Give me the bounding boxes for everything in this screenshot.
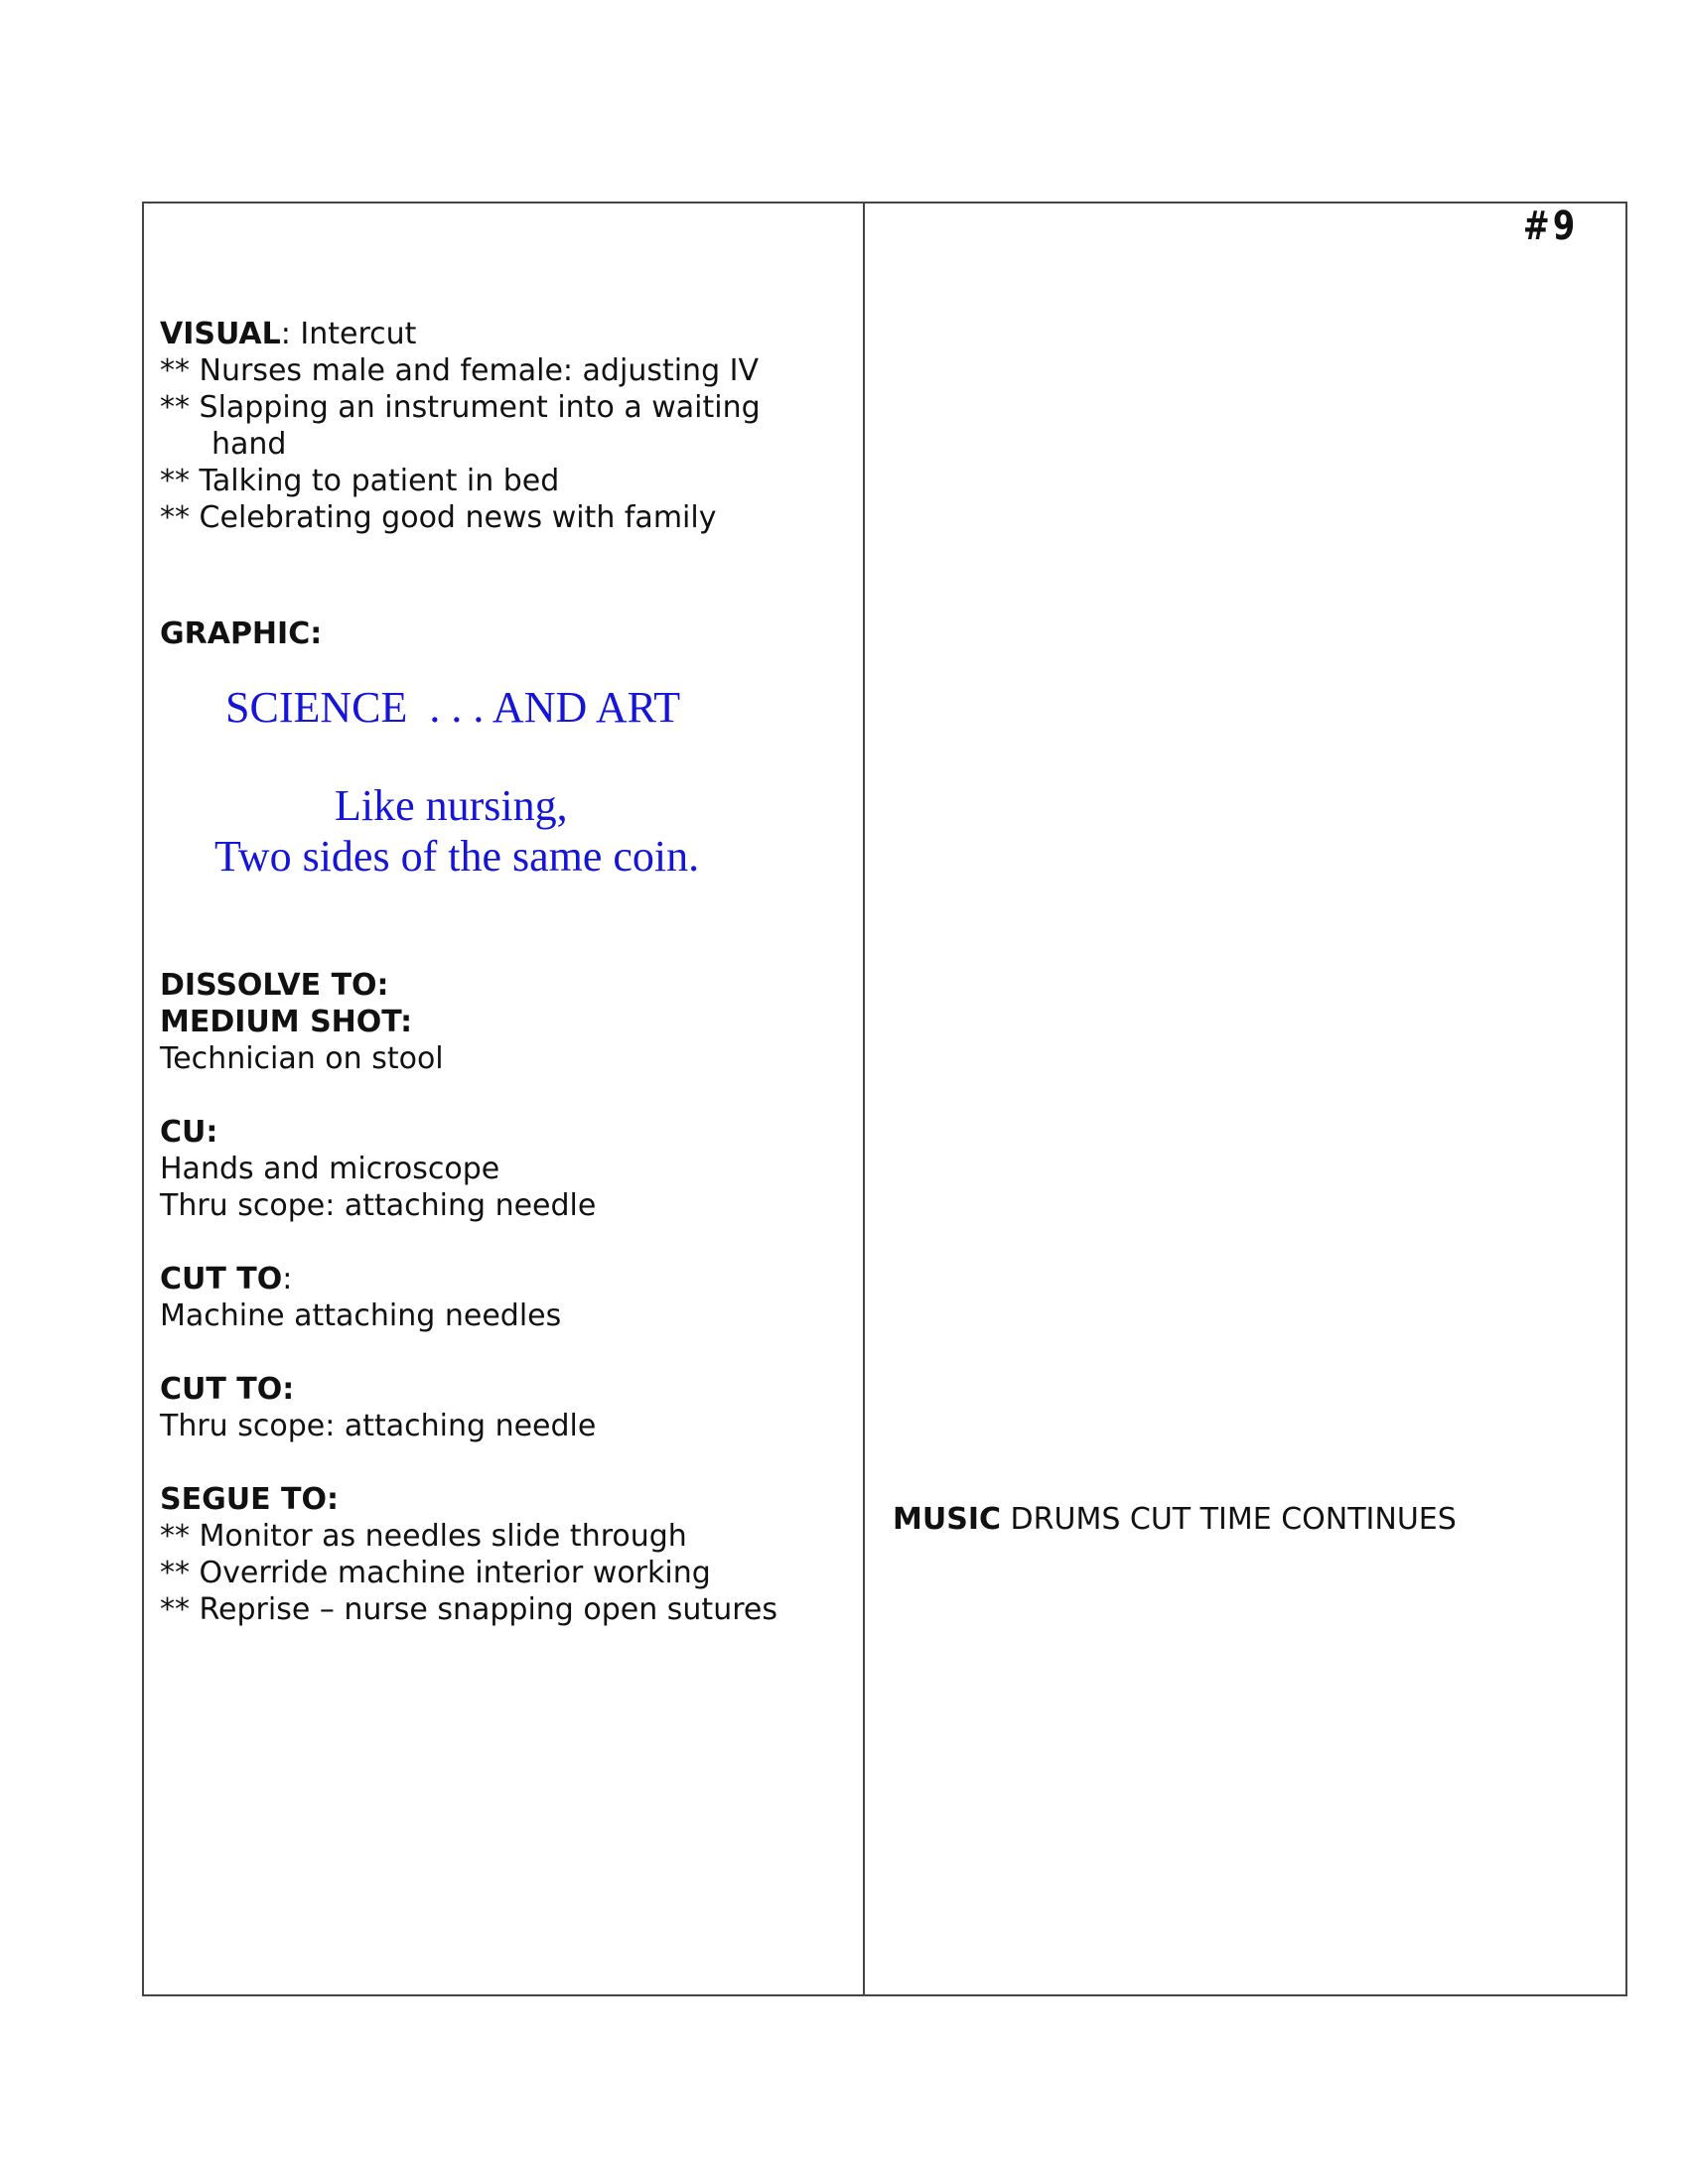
cu-line: Thru scope: attaching needle [160, 1188, 597, 1223]
dissolve-text: Technician on stool [160, 1041, 444, 1076]
cut-to-label: CUT TO: [160, 1372, 295, 1407]
cu-line: Hands and microscope [160, 1152, 500, 1186]
segue-label: SEGUE TO: [160, 1482, 339, 1517]
cut-to-colon: : [282, 1262, 293, 1297]
cut-to-text: Thru scope: attaching needle [160, 1409, 597, 1443]
graphic-block [160, 615, 855, 882]
visual-item: ** Celebrating good news with family [160, 500, 717, 535]
cu-block [160, 1114, 855, 1224]
visual-item: ** Nurses male and female: adjusting IV [160, 353, 760, 388]
cu-label: CU: [160, 1115, 218, 1150]
visual-label: VISUAL [160, 317, 281, 351]
medium-shot-label: MEDIUM SHOT: [160, 1005, 413, 1039]
cut-to-text: Machine attaching needles [160, 1298, 562, 1333]
script-table [142, 202, 1627, 1996]
video-column [160, 316, 855, 1628]
dissolve-label: DISSOLVE TO: [160, 968, 389, 1003]
graphic-text [160, 682, 855, 882]
segue-item: ** Override machine interior working [160, 1556, 711, 1590]
visual-item: ** Talking to patient in bed [160, 464, 560, 498]
visual-item: ** Slapping an instrument into a waiting [160, 390, 761, 425]
cut-to-label: CUT TO [160, 1262, 283, 1297]
segue-item: ** Reprise – nurse snapping open sutures [160, 1592, 777, 1627]
music-text: DRUMS CUT TIME CONTINUES [1001, 1502, 1457, 1537]
graphic-label: GRAPHIC: [160, 616, 323, 651]
graphic-line-1: SCIENCE . . . AND ART [225, 683, 681, 732]
segue-block [160, 1481, 855, 1628]
graphic-line-3: Two sides of the same coin. [214, 832, 700, 881]
visual-item: hand [211, 427, 287, 462]
audio-column [879, 204, 1614, 1994]
music-cue [893, 1501, 1457, 1538]
cut-to-block-2 [160, 1371, 855, 1444]
cut-to-block-1 [160, 1261, 855, 1334]
page-number: #9 [1522, 204, 1578, 249]
music-label: MUSIC [893, 1502, 1001, 1537]
visual-value: : Intercut [280, 317, 417, 351]
visual-block [160, 316, 855, 536]
column-divider [863, 204, 865, 1994]
graphic-line-2: Like nursing, [335, 781, 568, 830]
dissolve-block [160, 967, 855, 1077]
segue-item: ** Monitor as needles slide through [160, 1519, 687, 1554]
